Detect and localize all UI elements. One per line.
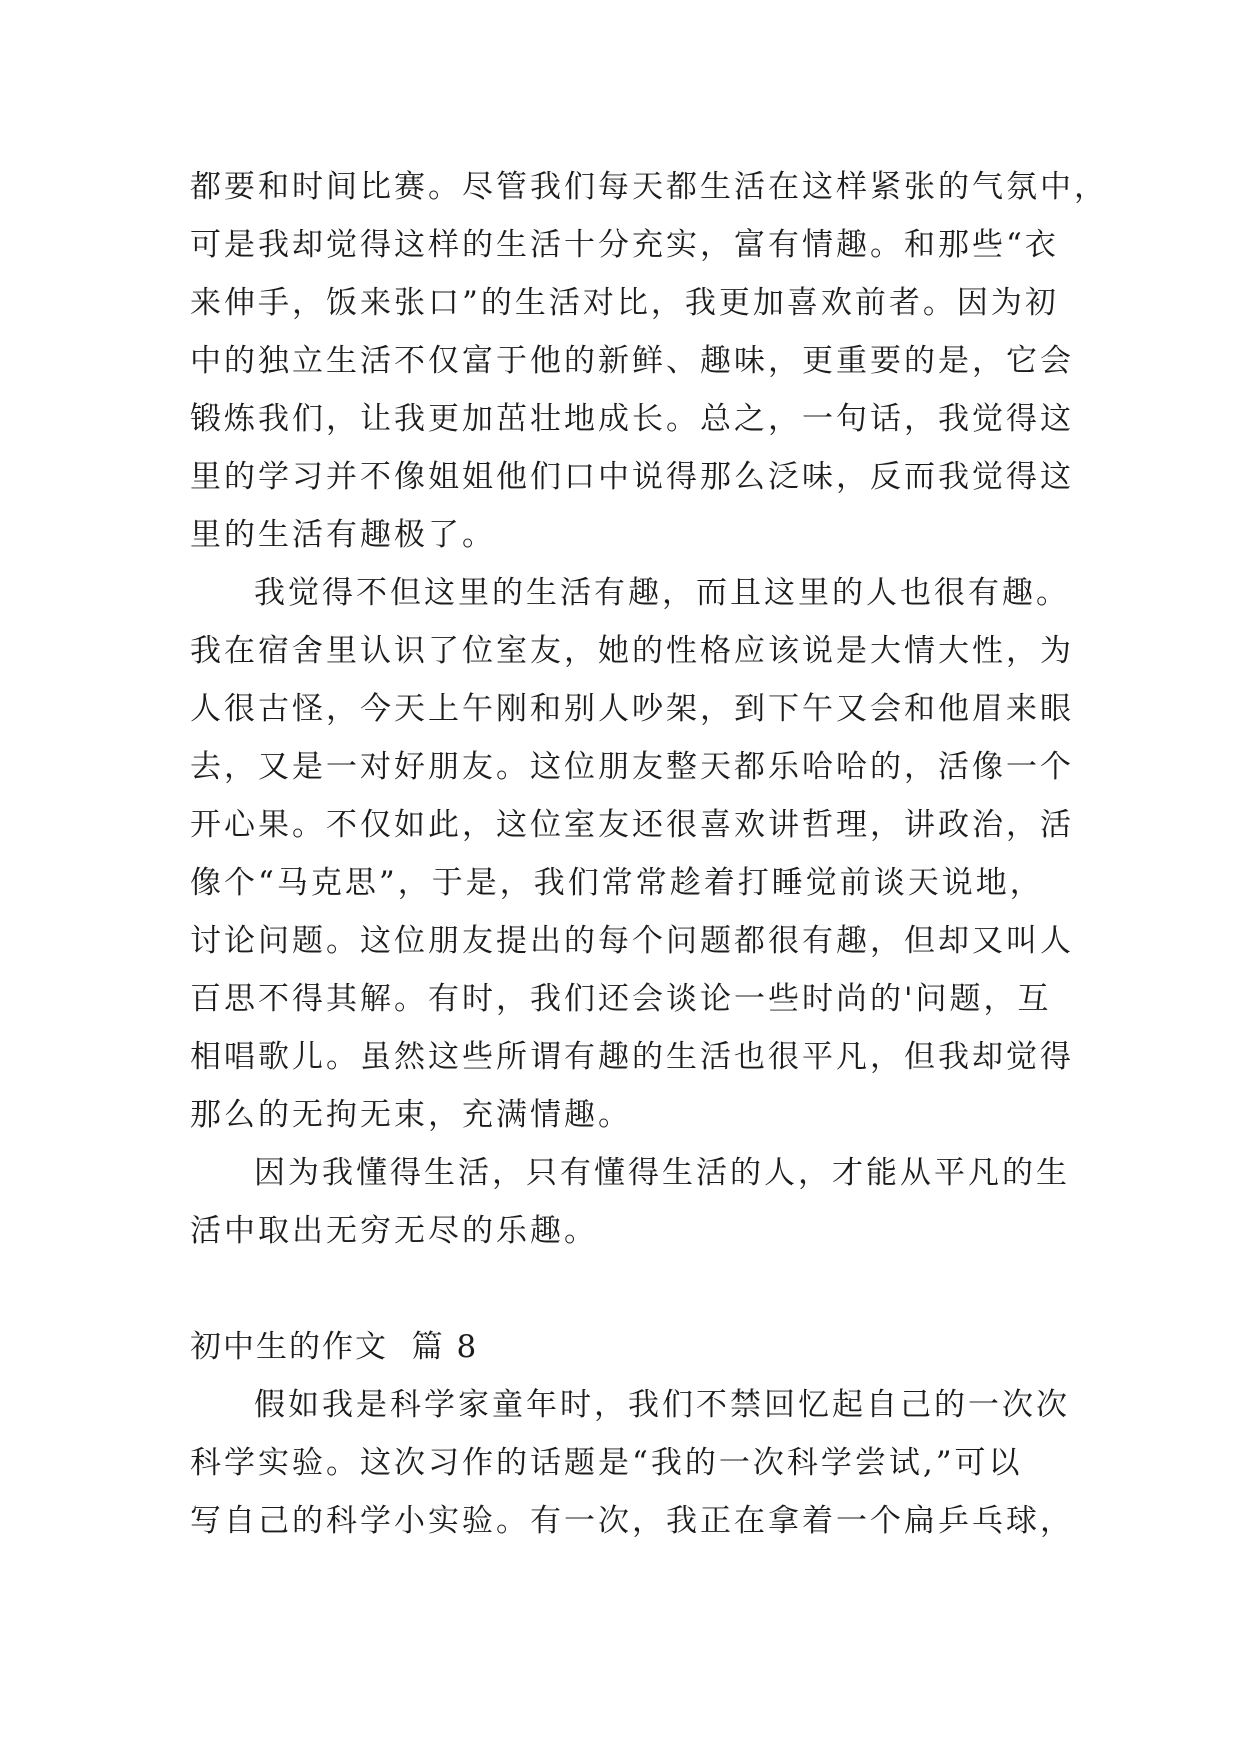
text-line: 写自己的科学小实验。有一次，我正在拿着一个扁乒乓球， bbox=[190, 1503, 1074, 1539]
text-line: 我在宿舍里认识了位室友，她的性格应该说是大情大性，为 bbox=[190, 633, 1074, 669]
text-line: 讨论问题。这位朋友提出的每个问题都很有趣，但却又叫人 bbox=[190, 923, 1074, 959]
text-line: 里的学习并不像姐姐他们口中说得那么泛味，反而我觉得这 bbox=[190, 459, 1074, 495]
text-line: 活中取出无穷无尽的乐趣。 bbox=[190, 1213, 598, 1249]
text-line: 我觉得不但这里的生活有趣，而且这里的人也很有趣。 bbox=[254, 575, 1070, 611]
text-line: 人很古怪，今天上午刚和别人吵架，到下午又会和他眉来眼 bbox=[190, 691, 1074, 727]
text-line: 假如我是科学家童年时，我们不禁回忆起自己的一次次 bbox=[254, 1387, 1070, 1423]
text-line: 因为我懂得生活，只有懂得生活的人，才能从平凡的生 bbox=[254, 1155, 1070, 1191]
text-line: 像个“马克思”，于是，我们常常趁着打睡觉前谈天说地， bbox=[190, 865, 1044, 901]
text-line: 里的生活有趣极了。 bbox=[190, 517, 496, 553]
text-line: 那么的无拘无束，充满情趣。 bbox=[190, 1097, 632, 1133]
text-line: 锻炼我们，让我更加茁壮地成长。总之，一句话，我觉得这 bbox=[190, 401, 1074, 437]
section-spacer bbox=[190, 1260, 1090, 1318]
text-line: 去，又是一对好朋友。这位朋友整天都乐哈哈的，活像一个 bbox=[190, 749, 1074, 785]
document-body bbox=[190, 158, 1108, 1550]
text-line: 开心果。不仅如此，这位室友还很喜欢讲哲理，讲政治，活 bbox=[190, 807, 1074, 843]
text-line: 可是我却觉得这样的生活十分充实，富有情趣。和那些“衣 bbox=[190, 227, 1059, 263]
text-line: 百思不得其解。有时，我们还会谈论一些时尚的'问题，互 bbox=[190, 981, 1052, 1017]
text-line: 都要和时间比赛。尽管我们每天都生活在这样紧张的气氛中， bbox=[190, 169, 1108, 205]
section-heading: 初中生的作文 篇 8 bbox=[190, 1329, 479, 1365]
text-line: 相唱歌儿。虽然这些所谓有趣的生活也很平凡，但我却觉得 bbox=[190, 1039, 1074, 1075]
text-line: 中的独立生活不仅富于他的新鲜、趣味，更重要的是，它会 bbox=[190, 343, 1074, 379]
text-line: 来伸手，饭来张口”的生活对比，我更加喜欢前者。因为初 bbox=[190, 285, 1059, 321]
text-line: 科学实验。这次习作的话题是“我的一次科学尝试,”可以 bbox=[190, 1445, 1023, 1481]
